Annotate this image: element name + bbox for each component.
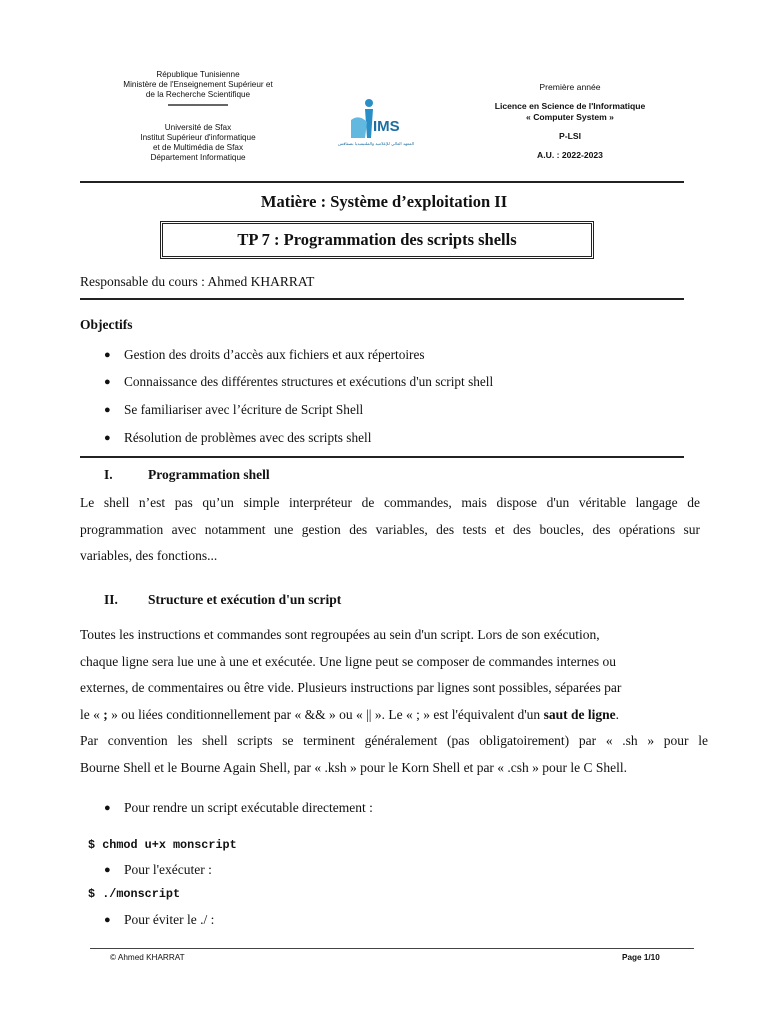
- bullet-icon: ●: [104, 348, 111, 361]
- objectives-list: [104, 341, 493, 451]
- isims-logo: [337, 98, 415, 156]
- licence-track: « Computer System »: [526, 112, 614, 122]
- list-item: ● Pour l'exécuter :: [104, 862, 212, 877]
- list-item: ● Connaissance des différentes structures et exécutions d'un script shell: [104, 374, 494, 390]
- group-label: P-LSI: [559, 131, 581, 141]
- institute-line: Institut Supérieur d'informatique: [140, 133, 256, 142]
- republic-line: République Tunisienne: [156, 70, 240, 79]
- section-title: Programmation shell: [148, 467, 270, 482]
- tp-title-box: [160, 221, 594, 259]
- institution-header: [108, 70, 288, 163]
- logo-arabic: المعهد العالي للإعلامية والملتيميديا بصفاقس: [337, 141, 415, 146]
- list-item: ● Se familiariser avec l’écriture de Script Shell: [104, 401, 364, 417]
- code-line: $ chmod u+x monscript: [88, 838, 237, 852]
- section-1-heading: [104, 467, 270, 483]
- list-item: ● Gestion des droits d’accès aux fichiers et aux répertoires: [104, 346, 425, 362]
- bullet-icon: ●: [104, 914, 111, 926]
- institute-line-2: et de Multimédia de Sfax: [152, 143, 244, 152]
- university-line: Université de Sfax: [164, 123, 232, 132]
- section-number: II.: [104, 592, 118, 607]
- course-responsible: Responsable du cours : Ahmed KHARRAT: [80, 274, 315, 289]
- logo-text: IMS: [373, 118, 400, 135]
- course-info: [470, 82, 670, 161]
- objectives-title: Objectifs: [80, 317, 133, 332]
- header-rule: [80, 181, 684, 183]
- list-item: ● Pour rendre un script exécutable directement :: [104, 800, 373, 815]
- section-title: Structure et exécution d'un script: [148, 592, 342, 607]
- department-line: Département Informatique: [150, 153, 246, 162]
- bullet-icon: ●: [104, 864, 111, 876]
- footer-author: © Ahmed KHARRAT: [110, 953, 185, 962]
- year-label: Première année: [539, 82, 601, 92]
- section-2-paragraph: Toutes les instructions et commandes sont regroupées au sein d'un script. Lors de son exécution, chaque ligne sera lue une à une et exécutée. Une ligne peut se composer de commandes internes ou externes, de commentaires ou être vide. Plusieurs instructions par lignes sont possibles, séparées par le « ; » ou liées conditionnellement par « && » ou « || ». Le « ; » est l'équivalent d'un saut de ligne. Par convention les shell scripts se terminent généralement (pas obligatoirement) par « .sh » pour le Bourne Shell et le Bourne Again Shell, par « .ksh » pour le Korn Shell et par « .csh » pour le C Shell.: [80, 627, 708, 775]
- page-number: Page 1/10: [622, 953, 660, 962]
- licence-line: Licence en Science de l'Informatique: [494, 101, 646, 111]
- footer-rule: [90, 948, 694, 949]
- bullet-icon: ●: [104, 802, 111, 814]
- list-item: ● Résolution de problèmes avec des scripts shell: [104, 429, 372, 445]
- tp-title: TP 7 : Programmation des scripts shells: [237, 230, 517, 249]
- header-divider: [168, 104, 228, 106]
- objectives-top-rule: [80, 298, 684, 300]
- ministry-line: Ministère de l'Enseignement Supérieur et: [123, 80, 273, 89]
- section-1-paragraph: Le shell n’est pas qu’un simple interpréteur de commandes, mais dispose d'un véritable langage de programmation avec notamment une gestion des variables, des tests et des boucles, des opérations sur variables, des fonctions...: [80, 495, 700, 563]
- objectives-bottom-rule: [80, 456, 684, 458]
- bullet-icon: ●: [104, 376, 111, 389]
- ministry-line-2: de la Recherche Scientifique: [145, 90, 251, 99]
- list-item: ● Pour éviter le ./ :: [104, 912, 215, 927]
- academic-year: A.U. : 2022-2023: [537, 150, 603, 160]
- section-2-heading: [104, 592, 341, 608]
- subject-title: Matière : Système d’exploitation II: [260, 192, 508, 211]
- code-line: $ ./monscript: [88, 887, 181, 901]
- bullet-icon: ●: [104, 403, 111, 416]
- section-number: I.: [104, 467, 113, 482]
- bullet-icon: ●: [104, 431, 111, 444]
